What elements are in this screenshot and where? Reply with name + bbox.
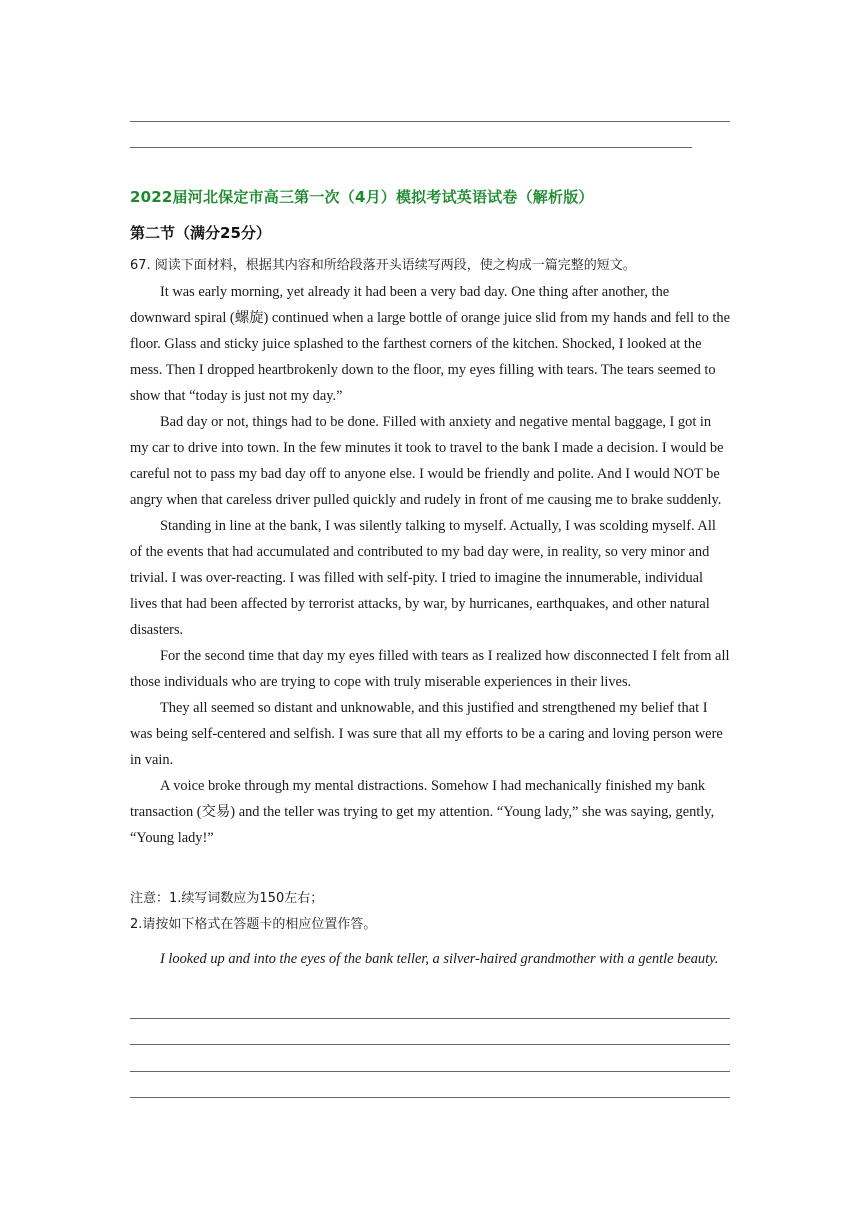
answer-line — [130, 1097, 730, 1098]
instruction-line: 注意：1.续写词数应为150左右； — [130, 891, 324, 906]
answer-line — [130, 1018, 730, 1019]
section-title: 第二节（满分25分） — [130, 224, 271, 242]
question-prompt — [130, 252, 730, 279]
answer-line — [130, 121, 730, 122]
answer-line — [130, 147, 692, 148]
given-opening — [130, 946, 730, 972]
instruction-line: 2.请按如下格式在答题卡的相应位置作答。 — [130, 917, 377, 932]
exam-title: 2022届河北保定市高三第一次（4月）模拟考试英语试卷（解析版） — [130, 188, 594, 206]
passage — [130, 279, 730, 851]
passage-paragraph: It was early morning, yet already it had been a very bad day. One thing after another, the downward spiral (螺旋) continued when a large bottle of orange juice slid from my hands and fell to the floor. Glass and sticky juice splashed to the farthest corners of the kitchen. Shocked, I looked at the mess. Then I dropped heartbrokenly down to the floor, my eyes filling with tears. The tears seemed to show that “today is just not my day.” — [130, 284, 730, 404]
passage-paragraph: They all seemed so distant and unknowable, and this justified and strengthened my belief that I was being self-centered and selfish. I was sure that all my efforts to be a caring and loving person were in vain. — [130, 700, 723, 768]
answer-line — [130, 1071, 730, 1072]
answer-line — [130, 1044, 730, 1045]
instructions — [130, 886, 730, 938]
passage-paragraph: A voice broke through my mental distractions. Somehow I had mechanically finished my bank transaction (交易) and the teller was trying to get my attention. “Young lady,” she was saying, gently, “Young lady!” — [130, 778, 715, 846]
given-opening-text: I looked up and into the eyes of the bank teller, a silver-haired grandmother with a gentle beauty. — [160, 951, 719, 967]
passage-paragraph: Standing in line at the bank, I was silently talking to myself. Actually, I was scolding myself. All of the events that had accumulated and contributed to my bad day were, in reality, so very minor and trivial. I was over-reacting. I was filled with self-pity. I tried to imagine the innumerable, individual lives that had been affected by terrorist attacks, by war, by hurricanes, earthquakes, and other natural disasters. — [130, 518, 716, 638]
passage-paragraph: Bad day or not, things had to be done. Filled with anxiety and negative mental baggage, I got in my car to drive into town. In the few minutes it took to travel to the bank I made a decision. I would be careful not to pass my bad day off to anyone else. I would be friendly and polite. And I would NOT be angry when that careless driver pulled quickly and rudely in front of me causing me to brake suddenly. — [130, 414, 724, 508]
passage-paragraph: For the second time that day my eyes filled with tears as I realized how disconnected I felt from all those individuals who are trying to cope with truly miserable experiences in their lives. — [130, 648, 730, 690]
question-prompt-text: 67. 阅读下面材料，根据其内容和所给段落开头语续写两段，使之构成一篇完整的短文。 — [130, 258, 636, 273]
